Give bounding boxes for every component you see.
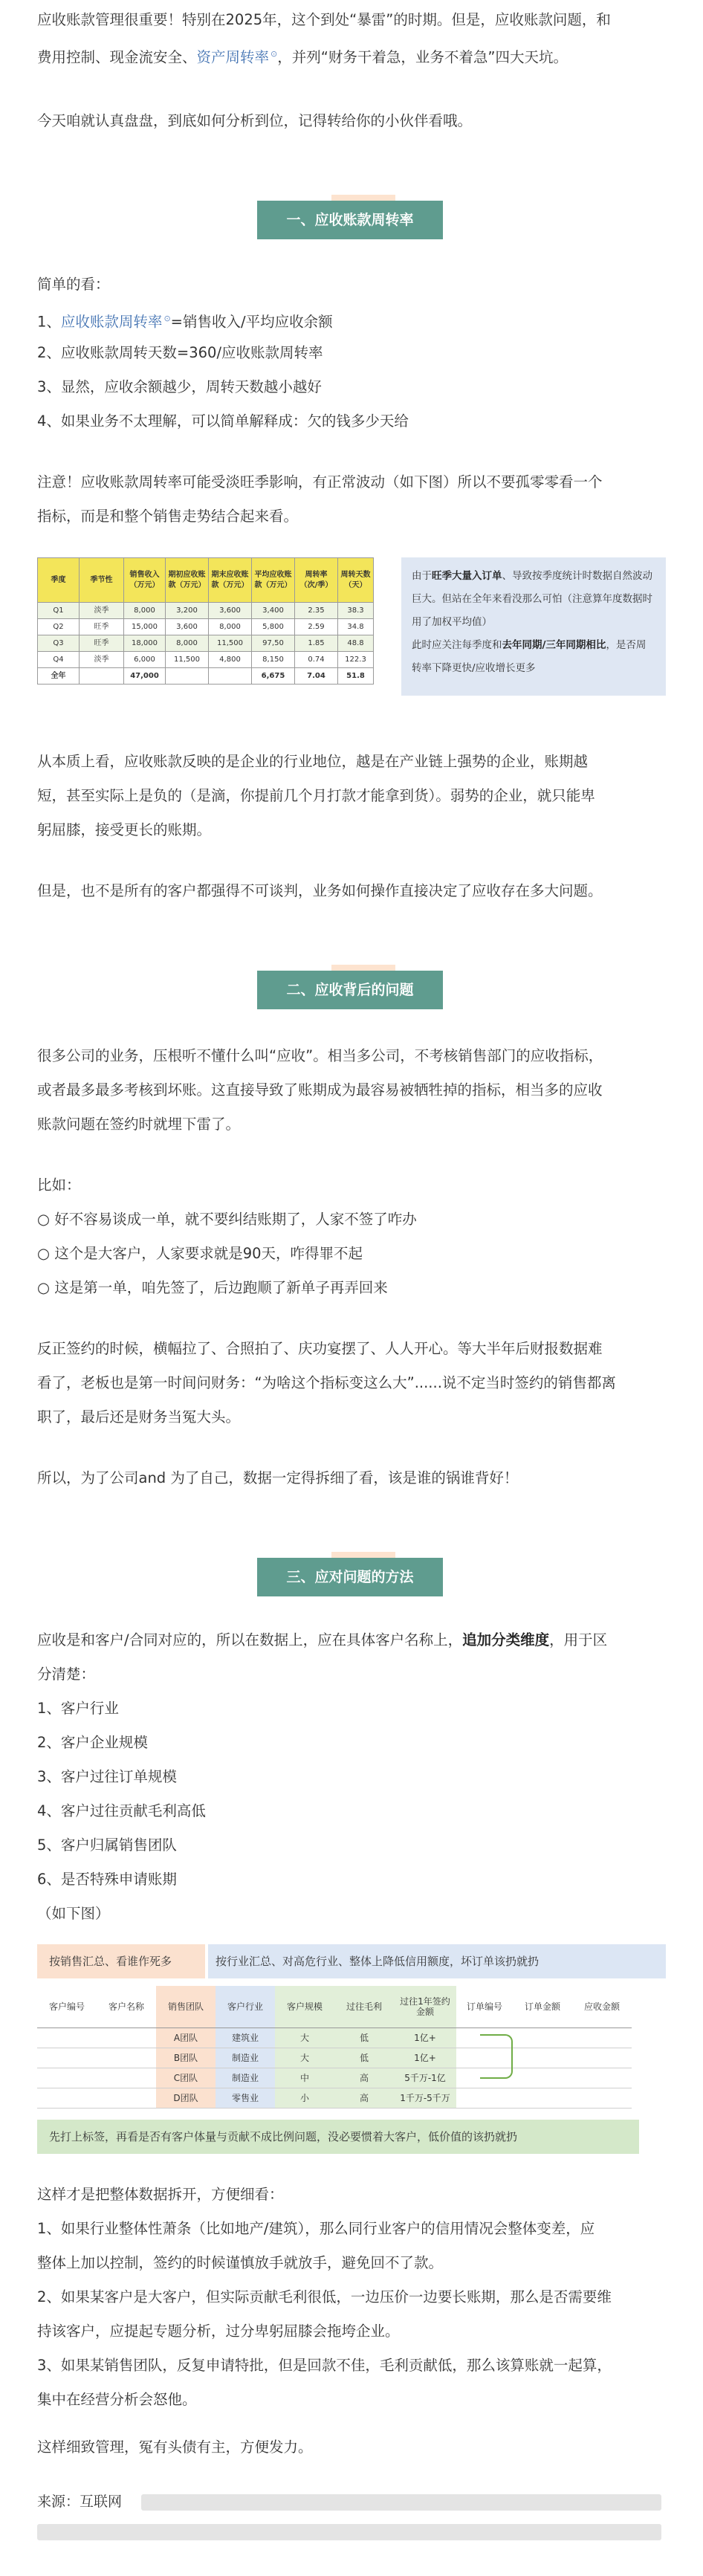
table-cell: 制造业 — [216, 2068, 275, 2088]
table-cell: 3,200 — [166, 603, 209, 619]
ar-turnover-link[interactable]: 应收账款周转率 — [60, 313, 163, 331]
table-cell: Q4 — [38, 652, 80, 668]
table-cell: 18,000 — [124, 635, 166, 652]
table-row — [38, 635, 374, 652]
bullet-circle-icon: ○ — [37, 1245, 55, 1262]
turnover-table-body — [38, 603, 374, 685]
s3-a2-line-1: 2、如果某客户是大客户，但实际贡献毛利很低，一边压价一边要长账期，那么是否需要维 — [37, 2288, 612, 2305]
turnover-table-figure — [37, 557, 666, 699]
table-cell — [37, 2068, 97, 2088]
table-cell: 5,800 — [252, 619, 295, 635]
table-row — [37, 2028, 632, 2048]
s3-after-1: 这样才是把整体数据拆开，方便细看： — [37, 2186, 284, 2203]
table-cell: 高 — [334, 2088, 394, 2108]
table-cell: 大 — [275, 2028, 334, 2048]
table-cell: 47,000 — [124, 668, 166, 685]
section-title-3: 三、应对问题的方法 — [257, 1558, 443, 1596]
table-header: 过往1年签约金额 — [394, 1986, 456, 2028]
link-search-icon: ⊙ — [270, 49, 278, 59]
blurred-text — [141, 2494, 661, 2511]
table-header: 客户行业 — [216, 1986, 275, 2028]
table-cell: 淡季 — [80, 603, 124, 619]
table-cell: B团队 — [156, 2048, 216, 2068]
table-header: 订单金额 — [513, 1986, 572, 2028]
table-header: 期末应收账款（万元） — [209, 558, 252, 603]
s3-item-4: 4、客户过往贡献毛利高低 — [37, 1802, 206, 1819]
s1-note-1: 注意！应收账款周转率可能受淡旺季影响，有正常波动（如下图）所以不要孤零零看一个 — [37, 473, 603, 491]
table-cell — [97, 2068, 156, 2088]
table-cell — [513, 2048, 572, 2068]
table-cell: Q2 — [38, 619, 80, 635]
turnover-table — [37, 557, 374, 685]
s3-item-5: 5、客户归属销售团队 — [37, 1836, 177, 1854]
section-header-3 — [37, 1552, 666, 1596]
table-row — [38, 652, 374, 668]
s1-item-4: 4、如果业务不太理解，可以简单解释成：欠的钱多少天给 — [37, 412, 409, 430]
table-cell — [209, 668, 252, 685]
table-cell — [166, 668, 209, 685]
table-cell: 小 — [275, 2088, 334, 2108]
s3-end: 这样细致管理，冤有头债有主，方便发力。 — [37, 2439, 313, 2456]
table-cell: 48.8 — [338, 635, 374, 652]
table-header: 销售收入（万元） — [124, 558, 166, 603]
table-row — [37, 2068, 632, 2088]
table-cell: 中 — [275, 2068, 334, 2088]
s3-para-2: 分清楚： — [37, 1666, 96, 1683]
table-cell: 7.04 — [295, 668, 338, 685]
table-header: 销售团队 — [156, 1986, 216, 2028]
table-cell: C团队 — [156, 2068, 216, 2088]
table-row — [37, 2048, 632, 2068]
table-cell: 3,400 — [252, 603, 295, 619]
table-cell — [513, 2068, 572, 2088]
s2-bullet-3: ○ 这是第一单，咱先签了，后边跑顺了新单子再弄回来 — [37, 1279, 388, 1296]
s2-para-6: 职了，最后还是财务当冤大头。 — [37, 1408, 241, 1425]
table-cell: 高 — [334, 2068, 394, 2088]
table-header: 平均应收账款（万元） — [252, 558, 295, 603]
section-title-2: 二、应收背后的问题 — [257, 971, 443, 1009]
table-cell: 8,000 — [166, 635, 209, 652]
s2-para-1: 很多公司的业务，压根听不懂什么叫“应收”。相当多公司，不考核销售部门的应收指标， — [37, 1047, 603, 1064]
table-cell — [572, 2068, 632, 2088]
table-cell: 1亿+ — [394, 2028, 456, 2048]
section-title-1: 一、应收账款周转率 — [257, 201, 443, 239]
table-header: 应收金额 — [572, 1986, 632, 2028]
table-cell — [37, 2088, 97, 2108]
table-cell: 15,000 — [124, 619, 166, 635]
s3-a1-line-2: 整体上加以控制，签约的时候谨慎放手就放手，避免回不了款。 — [37, 2254, 444, 2271]
s1-simple: 简单的看： — [37, 276, 110, 293]
table-cell: 全年 — [38, 668, 80, 685]
table-cell — [572, 2088, 632, 2108]
intro-line-2: 费用控制、现金流安全、资产周转率 ⊙，并列“财务干着急，业务不着急”四大天坑。 — [37, 48, 568, 66]
table-cell: Q1 — [38, 603, 80, 619]
table-header: 过往毛利 — [334, 1986, 394, 2028]
table-cell: 2.59 — [295, 619, 338, 635]
source-block — [37, 2487, 666, 2576]
turnover-note: 由于旺季大量入订单、导致按季度统计时数据自然波动巨大。但站在全年来看没那么可怕（注意算年度数据时用了加权平均值） 此时应关注每季度和去年同期/三年同期相比，是否周转率下降更快/应收增长更多 — [401, 557, 666, 696]
s1-para-1: 从本质上看，应收账款反映的是企业的行业地位，越是在产业链上强势的企业，账期越 — [37, 753, 589, 770]
table-header-row — [37, 1986, 632, 2028]
table-row — [38, 668, 374, 685]
source-label: 来源：互联网 — [37, 2494, 123, 2510]
s1-para-2: 短，甚至实际上是负的（是滴，你提前几个月打款才能拿到货）。弱势的企业，就只能卑 — [37, 787, 595, 804]
section-header-1 — [37, 195, 666, 239]
table-cell: 大 — [275, 2048, 334, 2068]
table-cell — [97, 2048, 156, 2068]
industry-summary-callout: 按行业汇总、对高危行业、整体上降低信用额度，坏订单该扔就扔 — [208, 1944, 666, 1978]
table-cell: 8,000 — [209, 619, 252, 635]
customer-table — [37, 1986, 632, 2109]
table-cell: 8,150 — [252, 652, 295, 668]
bullet-circle-icon: ○ — [37, 1279, 55, 1296]
s2-bullet-2: ○ 这个是大客户，人家要求就是90天，咋得罪不起 — [37, 1245, 363, 1262]
s1-item-1: 1、应收账款周转率 ⊙=销售收入/平均应收余额 — [37, 313, 333, 331]
table-cell: 低 — [334, 2028, 394, 2048]
s2-para-3: 账款问题在签约时就埋下雷了。 — [37, 1116, 241, 1133]
s3-a3-line-2: 集中在经营分析会怒他。 — [37, 2391, 197, 2408]
s3-item-6: 6、是否特殊申请账期 — [37, 1871, 177, 1888]
table-header: 订单编号 — [456, 1986, 513, 2028]
table-cell — [456, 2088, 513, 2108]
table-row — [38, 619, 374, 635]
table-cell: 1.85 — [295, 635, 338, 652]
table-cell: 11,500 — [166, 652, 209, 668]
table-cell: 1千万-5千万 — [394, 2088, 456, 2108]
table-cell: 旺季 — [80, 635, 124, 652]
table-header: 季节性 — [80, 558, 124, 603]
table-cell: 6,675 — [252, 668, 295, 685]
table-header: 周转率（次/季） — [295, 558, 338, 603]
table-cell: 低 — [334, 2048, 394, 2068]
table-header-row — [38, 558, 374, 603]
table-header: 客户名称 — [97, 1986, 156, 2028]
s3-item-1: 1、客户行业 — [37, 1700, 119, 1717]
s3-a3-line-1: 3、如果某销售团队，反复申请特批，但是回款不佳，毛利贡献低，那么该算账就一起算， — [37, 2357, 612, 2374]
sales-summary-callout: 按销售汇总、看谁作死多 — [37, 1944, 205, 1978]
s1-para-3: 躬屈膝，接受更长的账期。 — [37, 821, 212, 838]
table-cell: 34.8 — [338, 619, 374, 635]
s1-item-2: 2、应收账款周转天数=360/应收账款周转率 — [37, 344, 323, 361]
table-cell: 11,500 — [209, 635, 252, 652]
intro-line-3: 今天咱就认真盘盘，到底如何分析到位，记得转给你的小伙伴看哦。 — [37, 112, 473, 129]
table-cell — [513, 2028, 572, 2048]
s2-para-5: 看了，老板也是第一时间问财务：“为啥这个指标变这么大”......说不定当时签约的销售都离 — [37, 1374, 616, 1391]
s1-note-2: 指标，而是和整个销售走势结合起来看。 — [37, 508, 299, 525]
table-cell — [80, 668, 124, 685]
table-cell: 8,000 — [124, 603, 166, 619]
customer-table-figure — [37, 1932, 666, 2163]
s3-item-7: （如下图） — [37, 1905, 110, 1922]
intro-line-1: 应收账款管理很重要！特别在2025年，这个到处“暴雷”的时期。但是，应收账款问题，和 — [37, 11, 611, 28]
table-header: 客户规模 — [275, 1986, 334, 2028]
s2-example: 比如： — [37, 1177, 81, 1194]
table-cell: 38.3 — [338, 603, 374, 619]
s2-para-7: 所以，为了公司and 为了自己，数据一定得拆细了看，该是谁的锅谁背好！ — [37, 1469, 519, 1486]
table-cell: 0.74 — [295, 652, 338, 668]
table-cell: 6,000 — [124, 652, 166, 668]
table-cell — [37, 2048, 97, 2068]
link-search-icon: ⊙ — [163, 314, 171, 323]
table-header: 客户编号 — [37, 1986, 97, 2028]
bracket-connector — [480, 2034, 513, 2079]
table-cell — [572, 2048, 632, 2068]
table-cell: 1亿+ — [394, 2048, 456, 2068]
table-cell: A团队 — [156, 2028, 216, 2048]
table-cell: 3,600 — [166, 619, 209, 635]
section-header-2 — [37, 965, 666, 1009]
s3-a1-line-1: 1、如果行业整体性萧条（比如地产/建筑），那么同行业客户的信用情况会整体变差，应 — [37, 2220, 595, 2237]
table-cell: 零售业 — [216, 2088, 275, 2108]
s1-item-3: 3、显然，应收余额越少，周转天数越小越好 — [37, 378, 322, 395]
table-cell: 5千万-1亿 — [394, 2068, 456, 2088]
table-cell: 2.35 — [295, 603, 338, 619]
table-header: 期初应收账款（万元） — [166, 558, 209, 603]
table-cell: 122.3 — [338, 652, 374, 668]
table-cell: 3,600 — [209, 603, 252, 619]
table-cell: Q3 — [38, 635, 80, 652]
table-header: 季度 — [38, 558, 80, 603]
table-header: 周转天数（天） — [338, 558, 374, 603]
table-row — [37, 2088, 632, 2108]
s3-para-1: 应收是和客户/合同对应的，所以在数据上，应在具体客户名称上，追加分类维度，用于区 — [37, 1631, 608, 1648]
s3-item-2: 2、客户企业规模 — [37, 1734, 148, 1751]
table-cell: 4,800 — [209, 652, 252, 668]
table-cell: 建筑业 — [216, 2028, 275, 2048]
table-cell — [37, 2028, 97, 2048]
blurred-text — [37, 2524, 661, 2540]
table-cell: 制造业 — [216, 2048, 275, 2068]
table-cell: D团队 — [156, 2088, 216, 2108]
customer-table-body — [37, 2028, 632, 2108]
table-cell: 淡季 — [80, 652, 124, 668]
table-cell — [97, 2088, 156, 2108]
s3-a2-line-2: 持该客户，应提起专题分析，过分卑躬屈膝会拖垮企业。 — [37, 2323, 400, 2340]
table-cell: 旺季 — [80, 619, 124, 635]
table-cell — [97, 2028, 156, 2048]
table-cell — [513, 2088, 572, 2108]
table-cell — [572, 2028, 632, 2048]
s2-para-2: 或者最多最多考核到坏账。这直接导致了账期成为最容易被牺牲掉的指标，相当多的应收 — [37, 1081, 603, 1098]
table-cell: 97,50 — [252, 635, 295, 652]
s1-para-4: 但是，也不是所有的客户都强得不可谈判，业务如何操作直接决定了应收存在多大问题。 — [37, 882, 603, 899]
label-tip-callout: 先打上标签，再看是否有客户体量与贡献不成比例问题，没必要惯着大客户，低价值的该扔就扔 — [37, 2120, 639, 2154]
bullet-circle-icon: ○ — [37, 1211, 55, 1228]
s3-item-3: 3、客户过往订单规模 — [37, 1768, 177, 1785]
table-cell: 51.8 — [338, 668, 374, 685]
s2-para-4: 反正签约的时候，横幅拉了、合照拍了、庆功宴摆了、人人开心。等大半年后财报数据难 — [37, 1340, 603, 1357]
s2-bullet-1: ○ 好不容易谈成一单，就不要纠结账期了，人家不签了咋办 — [37, 1211, 417, 1228]
table-row — [38, 603, 374, 619]
asset-turnover-link[interactable]: 资产周转率 — [196, 48, 270, 66]
